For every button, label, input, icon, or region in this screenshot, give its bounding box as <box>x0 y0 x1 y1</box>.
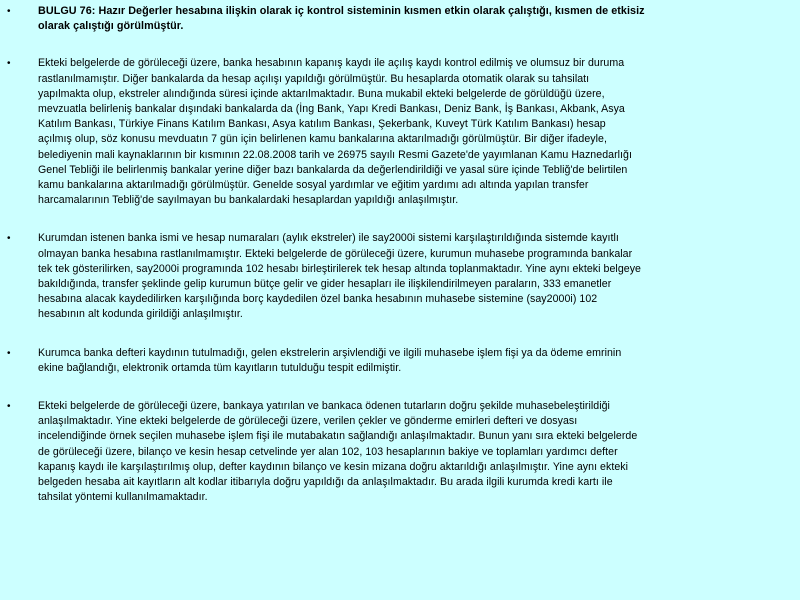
paragraph-text: Kurumca banka defteri kaydının tutulmadığı, gelen ekstrelerin arşivlendiği ve ilgili muhasebe işlem fişi ya da ödeme emrinin ekine bağlandığı, elektronik ortamda tüm kayıtların tutulduğu tespit edilmiştir. <box>38 346 622 374</box>
paragraph-text: Kurumdan istenen banka ismi ve hesap numaraları (aylık ekstreler) ile say2000i sistemi karşılaştırıldığında sistemde kayıtlı olmayan banka hesabına rastlanılmamıştır. Ekteki belgelerde de görüleceği üzere, kurumun muhasebe programında bankalar tek tek gösterilirken, say2000i programında 102 hesabı birleştirilerek tek hesap altında toplanmaktadır. Yine aynı ekteki belgeye bakıldığında, transfer şeklinde gelip kurumun bütçe gelir ve gider hesapları ile ilişkilendirilmeyen paraların, 333 emanetler hesabına alacak kaydedilirken karşılığında borç kaydedilen özel banka hesabının muhasebe sistemine (say2000i) 102 hesabının alt kodunda girildiği anlaşılmıştır. <box>38 232 641 321</box>
paragraph-item <box>7 231 788 322</box>
bullet-icon: • <box>7 347 11 359</box>
paragraph-item <box>7 399 788 505</box>
finding-title-item <box>7 4 788 34</box>
paragraph-item <box>7 346 788 376</box>
bullet-icon: • <box>7 58 11 70</box>
paragraph-item <box>7 56 788 208</box>
bullet-icon: • <box>7 6 11 17</box>
bullet-icon: • <box>7 401 11 413</box>
finding-title: BULGU 76: Hazır Değerler hesabına ilişkin olarak iç kontrol sisteminin kısmen etkin olarak çalıştığı, kısmen de etkisiz olarak çalıştığı görülmüştür. <box>38 5 645 33</box>
paragraph-text: Ekteki belgelerde de görüleceği üzere, bankaya yatırılan ve bankaca ödenen tutarların doğru şekilde muhasebeleştirildiği anlaşılmaktadır. Yine ekteki belgelerde de görüleceği üzere, verilen çekler ve gönderme emirleri defteri ve dosyası incelendiğinde örnek seçilen muhasebe işlem fişi ile mutabakatın sağlandığı anlaşılmaktadır. Bunun yanı sıra ekteki belgelerde de görüleceği üzere, bilanço ve kesin hesap cetvelinde yer alan 102, 103 hesaplarının bakiye ve toplamları yardımcı defter kapanış kaydı ile karşılaştırılmış olup, defter kaydının bilanço ve kesin mizana doğru aktarıldığı anlaşılmıştır. Yine aynı ekteki belgeden hesaba ait kayıtların alt kodlar itibarıyla doğru yapıldığı da anlaşılmaktadır. Bu arada ilgili kurumda kredi kartı ile tahsilat yöntemi kullanılmamaktadır. <box>38 400 638 504</box>
bullet-icon: • <box>7 233 11 245</box>
paragraph-text: Ekteki belgelerde de görüleceği üzere, banka hesabının kapanış kaydı ile açılış kaydı kontrol edilmiş ve olumsuz bir duruma rastlanılmamıştır. Diğer bankalarda da hesap açılışı yapıldığı görülmüştür. Bu hesaplarda otomatik olarak su tahsilatı yapılmakta olup, ekstreler alındığında süresi içinde aktarılmaktadır. Buna mukabil ekteki belgelerde de görüldüğü üzere, mevzuatla belirleniş bankalar dışındaki bankalarda da (İng Bank, Yapı Kredi Bankası, Deniz Bank, İş Bankası, Akbank, Asya Katılım Bankası, Türkiye Finans Katılım Bankası, Asya katılım Bankası, Şekerbank, Kuveyt Türk Katılım Bankası) hesap açılmış olup, söz konusu mevduatın 7 gün için belirlenen kamu bankalarına aktarılmadığı görülmüştür. Bir diğer ifadeyle, belediyenin mali kaynaklarının bir kısmının 22.08.2008 tarih ve 26975 sayılı Resmi Gazete'de yayımlanan Kamu Haznedarlığı Genel Tebliği ile belirlenmiş bankalar yerine diğer bazı bankalarda da değerlendirildiği ve yasal süre içinde Tebliğ'de belirtilen kamu bankalarına aktarılmadığı görülmüştür. Genelde sosyal yardımlar ve eğitim yardımı adı altında yapılan transfer harcamalarının Tebliğ'de sayılmayan bu bankalardaki hesaplardan yapıldığı anlaşılmıştır. <box>38 57 632 207</box>
